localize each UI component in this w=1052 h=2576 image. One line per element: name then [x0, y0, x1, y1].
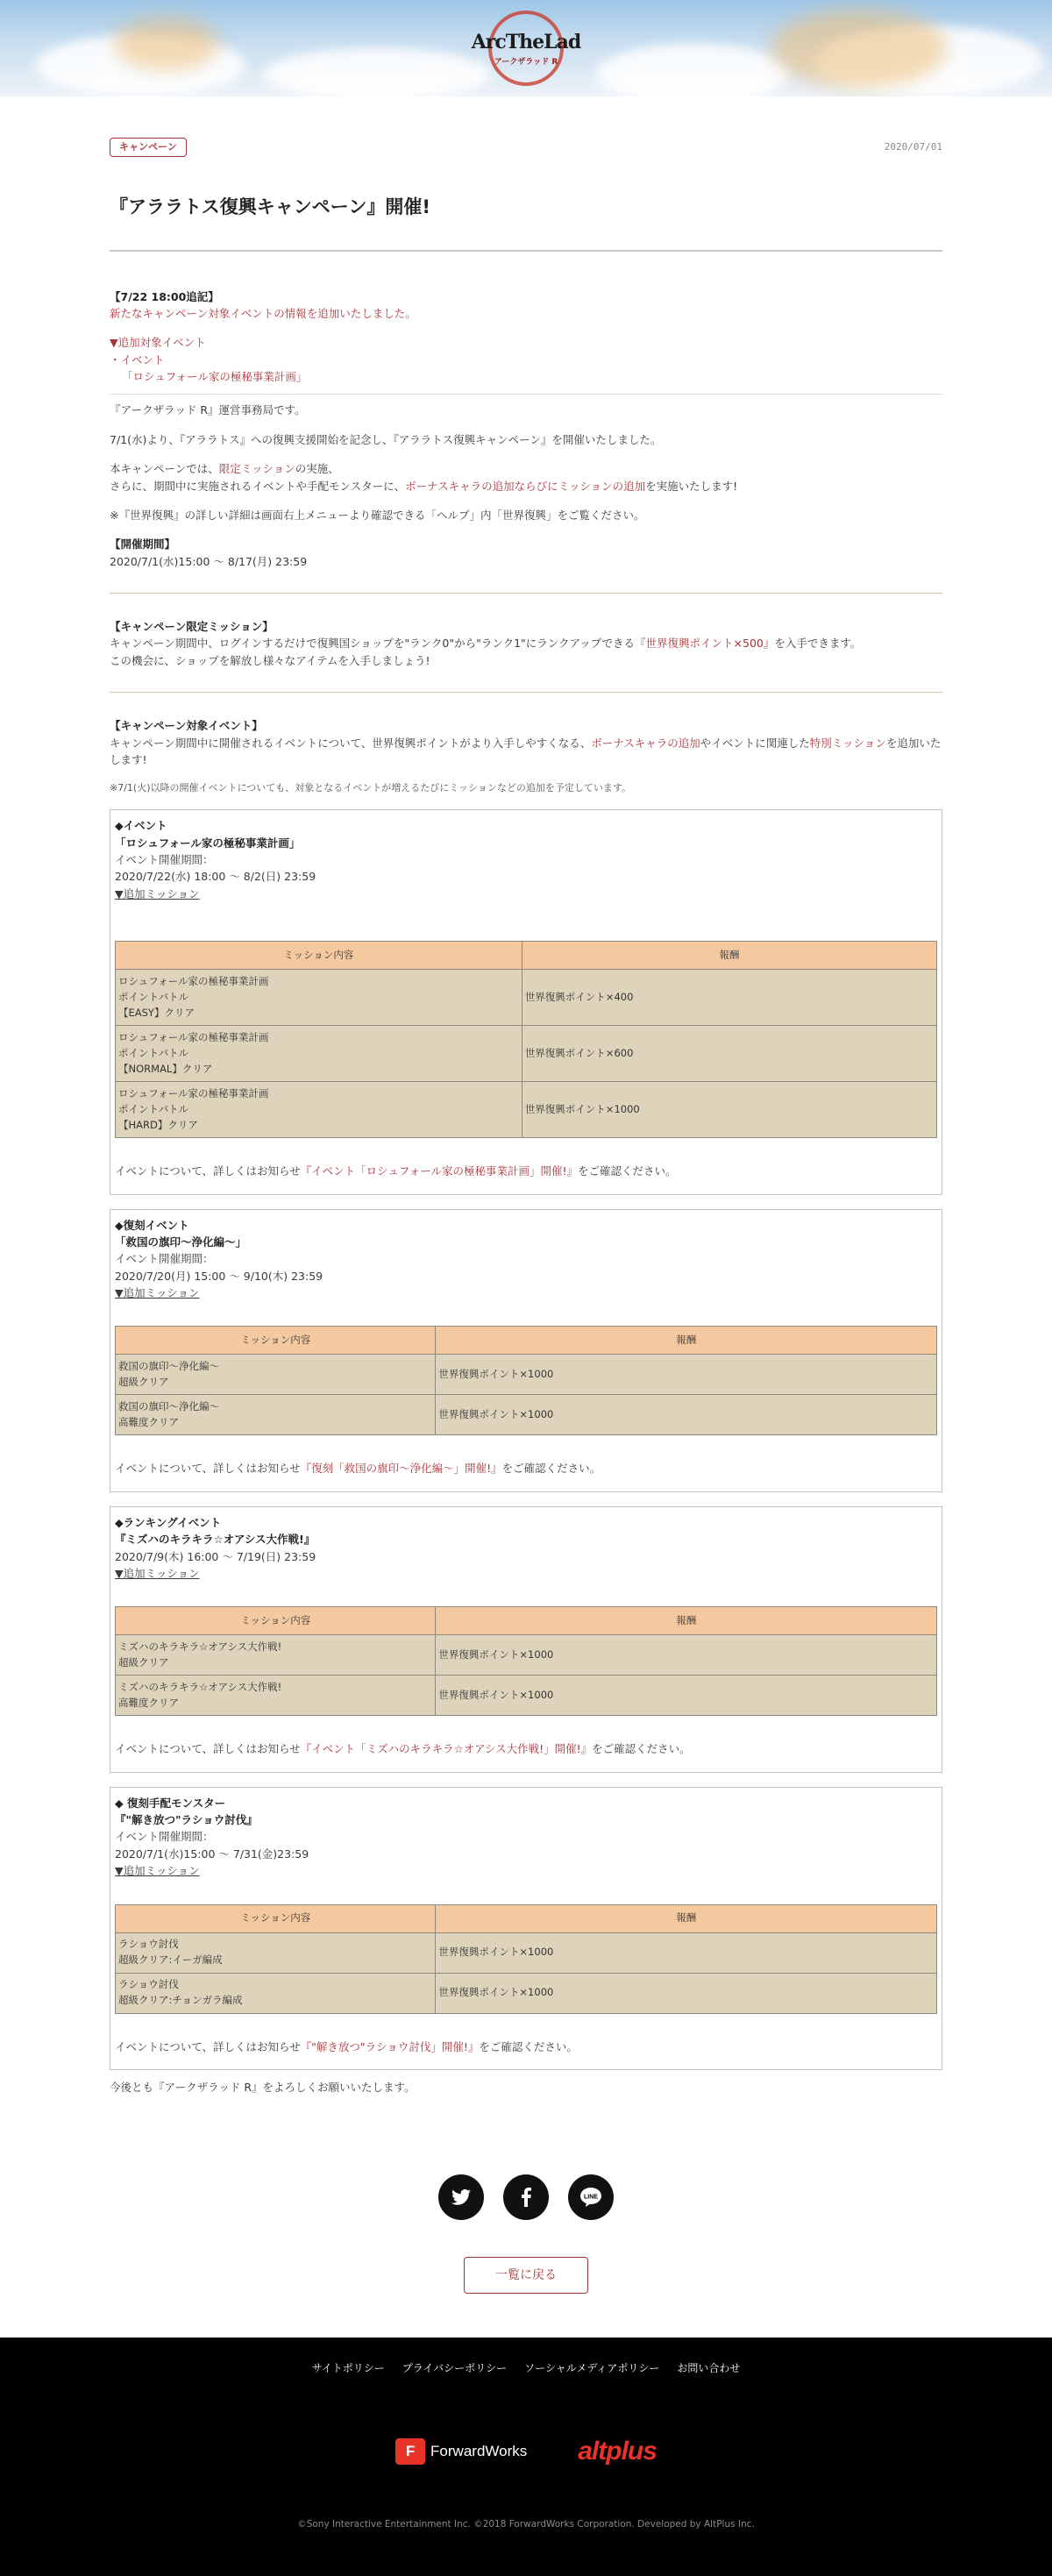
target-head: 【キャンペーン対象イベント】	[110, 719, 263, 733]
intro-p3: 本キャンペーンでは、限定ミッションの実施、	[110, 462, 339, 476]
event-kind: ◆ランキングイベント	[115, 1515, 222, 1529]
add-mission-link[interactable]: ▼追加ミッション	[115, 1566, 200, 1580]
update-line: 新たなキャンペーン対象イベントの情報を追加いたしました。	[110, 306, 416, 320]
event-note: イベントについて、詳しくはお知らせ『イベント「ロシュフォール家の極秘事業計画」開催!』をご確認ください。	[115, 1164, 677, 1178]
event-period-label: イベント開催期間：	[115, 1830, 214, 1844]
footer-link-privacy[interactable]: プライバシーポリシー	[402, 2362, 508, 2375]
twitter-icon	[451, 2188, 471, 2206]
event-kind: ◆ 復刻手配モンスター	[115, 1796, 226, 1810]
event-name: 「救国の旗印～浄化編～」	[115, 1235, 247, 1249]
target-text: キャンペーン期間中に開催されるイベントについて、世界復興ポイントがより入手しやすくなる、ボーナスキャラの追加やイベントに関連した特別ミッションを追加いたします!	[110, 736, 942, 766]
event-news-link[interactable]: 『"解き放つ"ラショウ討伐」開催!』	[300, 2039, 480, 2053]
event-box	[110, 1209, 942, 1492]
event-box	[110, 1506, 942, 1773]
mission-head: 【キャンペーン限定ミッション】	[110, 620, 274, 634]
period-head: 【開催期間】	[110, 537, 176, 551]
footer-links	[0, 2360, 1052, 2377]
site-logo[interactable]	[471, 7, 581, 89]
table-row: ミズハのキラキラ☆オアシス大作戦! 高難度クリア 世界復興ポイント×1000	[116, 1676, 937, 1716]
update-head: 【7/22 18:00追記】	[110, 289, 219, 303]
event-news-link[interactable]: 『イベント「ミズハのキラキラ☆オアシス大作戦!」開催!』	[300, 1742, 593, 1756]
altplus-logo[interactable]: altplus	[578, 2436, 657, 2466]
table-row: ラショウ討伐 超級クリア:イーガ編成 世界復興ポイント×1000	[116, 1932, 937, 1973]
table-row: ロシュフォール家の極秘事業計画 ポイントバトル 【EASY】クリア 世界復興ポイント×400	[116, 970, 937, 1026]
event-period-label: イベント開催期間：	[115, 853, 214, 867]
event-note: イベントについて、詳しくはお知らせ『復刻「救国の旗印～浄化編～」開催!』をご確認ください。	[115, 1462, 601, 1476]
add-mission-link[interactable]: ▼追加ミッション	[115, 1286, 200, 1300]
mission-text: キャンペーン期間中、ログインするだけで復興国ショップを"ランク0"から"ランク1"にランクアップできる『世界復興ポイント×500』を入手できます。	[110, 637, 862, 651]
update-sub: ▼追加対象イベント	[110, 336, 206, 350]
table-row: 救国の旗印～浄化編～ 超級クリア 世界復興ポイント×1000	[116, 1355, 937, 1395]
event-kind: ◆復刻イベント	[115, 1218, 189, 1232]
forwardworks-logo[interactable]: F ForwardWorks	[395, 2438, 527, 2465]
copyright: ©Sony Interactive Entertainment Inc. ©2018 ForwardWorks Corporation. Developed by AltPlus Inc.	[297, 2519, 755, 2530]
forwardworks-icon: F	[395, 2438, 425, 2465]
update-notice	[110, 288, 942, 386]
share-buttons	[110, 2174, 942, 2220]
mission-table: ミッション内容 報酬 ミズハのキラキラ☆オアシス大作戦! 超級クリア 世界復興ポイント×1000 ミズハのキラキラ☆オアシス大作戦! 高難度クリア 世界復興ポイント×1000	[115, 1606, 937, 1716]
event-box	[110, 809, 942, 1194]
event-name: 「ロシュフォール家の極秘事業計画」	[115, 836, 301, 850]
twitter-share-button[interactable]	[438, 2174, 484, 2220]
add-mission-link[interactable]: ▼追加ミッション	[115, 886, 200, 900]
table-row: ミズハのキラキラ☆オアシス大作戦! 超級クリア 世界復興ポイント×1000	[116, 1635, 937, 1676]
mission-section	[110, 618, 942, 669]
intro-p5: ※『世界復興』の詳しい詳細は画面右上メニューより確認できる「ヘルプ」内「世界復興」をご覧ください。	[110, 508, 645, 522]
target-note: ※7/1(火)以降の開催イベントについても、対象となるイベントが増えるたびにミッションなどの追加を予定しています。	[110, 782, 631, 794]
update-item-name: 「ロシュフォール家の極秘事業計画」	[122, 370, 308, 384]
intro-p1: 『アークザラッド R』運営事務局です。	[110, 403, 306, 417]
event-news-link[interactable]: 『復刻「救国の旗印～浄化編～」開催!』	[300, 1462, 502, 1476]
line-share-button[interactable]	[568, 2174, 614, 2220]
event-period: 2020/7/22(水) 18:00 ～ 8/2(日) 23:59	[115, 870, 316, 884]
publish-date: 2020/07/01	[884, 141, 942, 153]
event-kind: ◆イベント	[115, 819, 167, 833]
svg-text:LINE: LINE	[584, 2194, 598, 2201]
update-item: ・イベント	[110, 352, 165, 366]
footer-link-contact[interactable]: お問い合わせ	[677, 2362, 741, 2375]
mission-table	[115, 941, 937, 1138]
event-box	[110, 1787, 942, 2070]
table-row: ラショウ討伐 超級クリア:チョンガラ編成 世界復興ポイント×1000	[116, 1973, 937, 2013]
footer-link-social-policy[interactable]: ソーシャルメディアポリシー	[524, 2362, 660, 2375]
th-reward: 報酬	[522, 942, 936, 970]
event-note: イベントについて、詳しくはお知らせ『"解き放つ"ラショウ討伐」開催!』をご確認ください。	[115, 2039, 578, 2053]
period-value: 2020/7/1(水)15:00 ～ 8/17(月) 23:59	[110, 554, 308, 568]
add-mission-link[interactable]: ▼追加ミッション	[115, 1864, 200, 1878]
table-row: 救国の旗印～浄化編～ 高難度クリア 世界復興ポイント×1000	[116, 1395, 937, 1435]
line-icon	[579, 2187, 602, 2208]
target-section	[110, 717, 942, 795]
facebook-share-button[interactable]	[503, 2174, 549, 2220]
mission-text2: この機会に、ショップを解放し様々なアイテムを入手しましょう!	[110, 653, 430, 667]
event-name: 『ミズハのキラキラ☆オアシス大作戦!』	[115, 1533, 316, 1547]
table-row: ロシュフォール家の極秘事業計画 ポイントバトル 【NORMAL】クリア 世界復興ポイント×600	[116, 1026, 937, 1082]
event-period: 2020/7/1(水)15:00 ～ 7/31(金)23:59	[115, 1847, 309, 1861]
page-title: 『アララトス復興キャンペーン』開催!	[110, 193, 942, 252]
closing-text: 今後とも『アークザラッド R』をよろしくお願いいたします。	[110, 2080, 416, 2094]
event-name: 『"解き放つ"ラショウ討伐』	[115, 1813, 258, 1827]
intro-p4: さらに、期間中に実施されるイベントや手配モンスターに、ボーナスキャラの追加ならびにミッションの追加を実施いたします!	[110, 479, 738, 493]
event-period: 2020/7/9(木) 16:00 ～ 7/19(日) 23:59	[115, 1549, 316, 1563]
brand-logos	[0, 2431, 1052, 2473]
event-note: イベントについて、詳しくはお知らせ『イベント「ミズハのキラキラ☆オアシス大作戦!」開催!』をご確認ください。	[115, 1742, 691, 1756]
footer	[0, 2338, 1052, 2576]
event-period: 2020/7/20(月) 15:00 ～ 9/10(木) 23:59	[115, 1269, 323, 1283]
intro	[110, 402, 942, 570]
header-banner	[0, 0, 1052, 96]
logo-text: ArcTheLad	[471, 30, 581, 53]
logo-subtext: アークザラッド R	[494, 58, 558, 68]
event-period-label: イベント開催期間：	[115, 1252, 214, 1266]
th-mission: ミッション内容	[116, 942, 522, 970]
back-to-list-button[interactable]: 一覧に戻る	[464, 2257, 588, 2294]
table-row: ロシュフォール家の極秘事業計画 ポイントバトル 【HARD】クリア 世界復興ポイント×1000	[116, 1082, 937, 1138]
mission-table: ミッション内容 報酬 ラショウ討伐 超級クリア:イーガ編成 世界復興ポイント×1000 ラショウ討伐 超級クリア:チョンガラ編成 世界復興ポイント×1000	[115, 1904, 937, 2014]
facebook-icon	[521, 2188, 531, 2207]
mission-table: ミッション内容 報酬 救国の旗印～浄化編～ 超級クリア 世界復興ポイント×1000 救国の旗印～浄化編～ 高難度クリア 世界復興ポイント×1000	[115, 1326, 937, 1435]
category-tag: キャンペーン	[110, 138, 187, 157]
article	[110, 96, 942, 2294]
event-news-link[interactable]: 『イベント「ロシュフォール家の極秘事業計画」開催!』	[300, 1164, 579, 1178]
intro-p2: 7/1(水)より、『アララトス』への復興支援開始を記念し、『アララトス復興キャンペーン』を開催いたしました。	[110, 432, 662, 446]
footer-link-site-policy[interactable]: サイトポリシー	[311, 2362, 385, 2375]
